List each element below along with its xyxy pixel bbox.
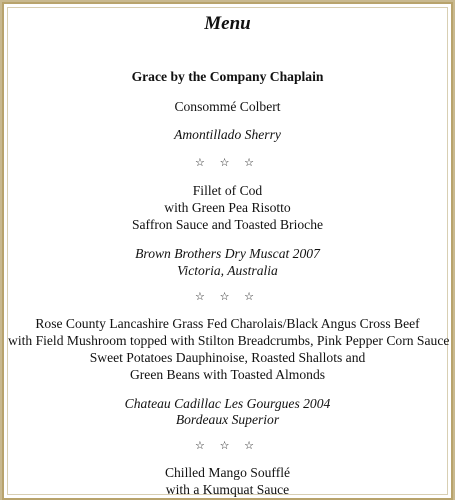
course-3-line-3: Sweet Potatoes Dauphinoise, Roasted Shallots and [89, 350, 366, 365]
course-2-wine-line-2: Victoria, Australia [177, 263, 278, 278]
divider-stars-2: ☆ ☆ ☆ [194, 291, 261, 303]
menu-title: Menu [204, 13, 251, 34]
course-1-wine: Amontillado Sherry [174, 127, 281, 142]
course-3-wine-line-1: Chateau Cadillac Les Gourgues 2004 [124, 396, 331, 411]
menu-card [2, 2, 453, 500]
course-1-dish: Consommé Colbert [174, 99, 281, 114]
course-3-line-1: Rose County Lancashire Grass Fed Charolais/Black Angus Cross Beef [35, 316, 420, 331]
course-2-wine-line-1: Brown Brothers Dry Muscat 2007 [135, 246, 320, 261]
course-2-line-1: Fillet of Cod [192, 183, 263, 198]
course-2-line-2: with Green Pea Risotto [164, 200, 291, 215]
course-4-line-1: Chilled Mango Soufflé [164, 465, 291, 480]
grace-line: Grace by the Company Chaplain [131, 69, 324, 84]
course-3-line-4: Green Beans with Toasted Almonds [129, 367, 326, 382]
course-4-line-2: with a Kumquat Sauce [165, 482, 290, 497]
divider-stars-3: ☆ ☆ ☆ [194, 440, 261, 452]
course-3-line-2: with Field Mushroom topped with Stilton Breadcrumbs, Pink Pepper Corn Sauce [8, 333, 450, 348]
course-3-wine-line-2: Bordeaux Superior [175, 412, 280, 427]
course-2-line-3: Saffron Sauce and Toasted Brioche [131, 217, 324, 232]
menu-page [7, 7, 448, 495]
divider-stars-1: ☆ ☆ ☆ [194, 157, 261, 169]
